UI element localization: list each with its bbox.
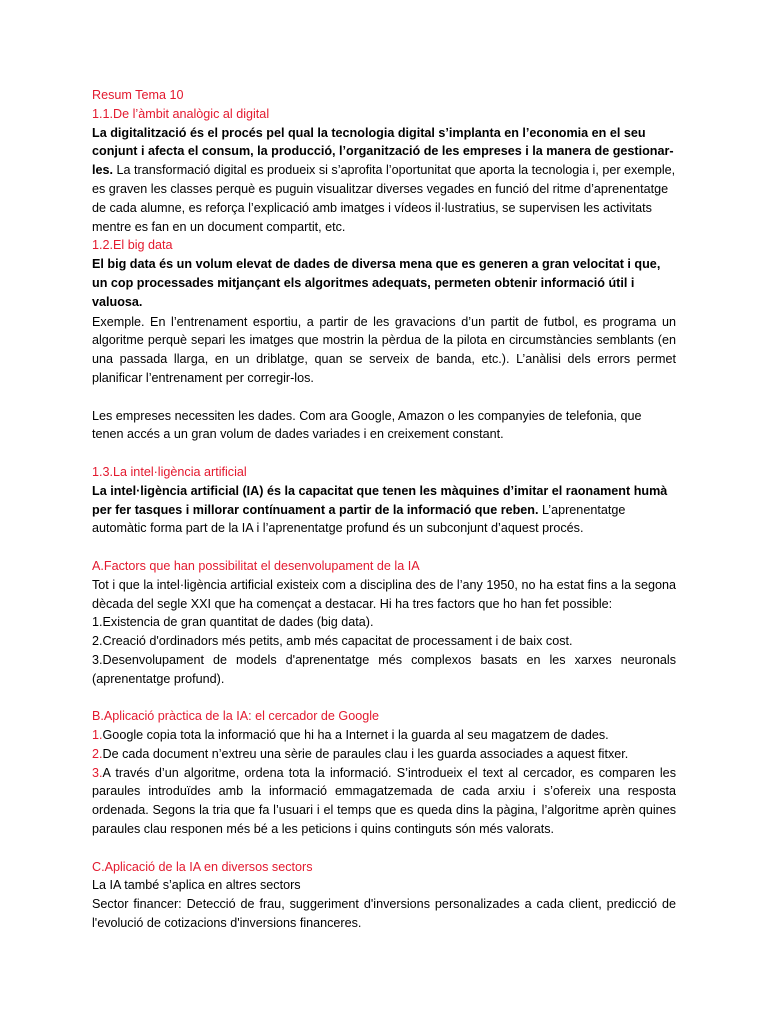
step-number-3: 3.: [92, 765, 103, 780]
step-text-2: De cada document n’extreu una sèrie de paraules clau i les guarda associades a aquest fitxer.: [102, 746, 629, 761]
factor-item-3: 3.Desenvolupament de models d'aprenentatge més complexos basats en les xarxes neuronals (aprenentatge profund).: [92, 652, 676, 686]
section-heading-b: B.Aplicació pràctica de la IA: el cercador de Google: [92, 709, 380, 724]
big-data-example: Exemple. En l’entrenament esportiu, a partir de les gravacions d’un partit de futbol, es programa un algoritme perquè separi les imatges que mostrin la pèrdua de la pilota en circumstàncies semblants (en una passada llarga, en un driblatge, quan se serveix de banda, etc.). L’anàlisi dels errors permet planificar l’entrenament per corregir-los.: [92, 314, 676, 385]
section-heading-1-1: 1.1.De l’àmbit analògic al digital: [92, 106, 270, 121]
factor-item-2: 2.Creació d'ordinadors més petits, amb més capacitat de processament i de baix cost.: [92, 634, 573, 649]
section-heading-1-2: 1.2.El big data: [92, 238, 173, 253]
step-number-2: 2.: [92, 746, 103, 761]
section-1-1-text: La transformació digital es produeix si s’aprofita l’oportunitat que aporta la tecnologia i, per exemple, es graven les classes perquè es puguin visualitzar diverses vegades en funció del ritme d’aprenentatge de cada alumne, es reforça l’explicació amb imatges i vídeos il·lustratius, se supervisen les activitats mentre es fan en un document compartit, etc.: [92, 163, 676, 234]
section-heading-1-3: 1.3.La intel·ligència artificial: [92, 464, 247, 479]
section-1-1-paragraph: [92, 124, 676, 237]
document-title: Resum Tema 10: [92, 88, 184, 102]
section-c-line-2: Sector financer: Detecció de frau, suggeriment d'inversions personalizades a cada client, predicció de l'evolució de cotizacions d'inversions financeres.: [92, 897, 676, 931]
google-step-1: [92, 726, 676, 745]
definition-big-data: El big data és un volum elevat de dades de diversa mena que es generen a gran velocitat i que, un cop processades mitjançant els algoritmes adequats, permeten obtenir informació útil i valuosa.: [92, 257, 661, 309]
section-1-3-text: L’aprenentatge automàtic forma part de la IA i l’aprenentatge profund és un subconjunt d’aquest procés.: [92, 502, 626, 536]
section-c-line-1: La IA també s’aplica en altres sectors: [92, 878, 301, 893]
step-text-1: Google copia tota la informació que hi ha a Internet i la guarda al seu magatzem de dades.: [102, 728, 609, 743]
google-step-3: [92, 764, 676, 839]
section-1-3-paragraph: [92, 482, 676, 538]
section-heading-c: C.Aplicació de la IA en diversos sectors: [92, 859, 313, 874]
big-data-companies: Les empreses necessiten les dades. Com ara Google, Amazon o les companyies de telefonia, que tenen accés a un gran volum de dades variades i en creixement constant.: [92, 408, 642, 442]
factor-item-1: 1.Existencia de gran quantitat de dades (big data).: [92, 615, 374, 630]
google-step-2: [92, 745, 676, 764]
step-text-3: A través d’un algoritme, ordena tota la informació. S’introdueix el text al cercador, es comparen les paraules introduïdes amb la informació emmagatzemada de cada arxiu i s’ofereix una resposta ordenada. Segons la tria que fa l’usuari i el temps que es queda dins la pàgina, l’algoritme aprèn quines paraules clau responen més bé a les peticions i quins continguts són més valorats.: [92, 765, 676, 837]
step-number-1: 1.: [92, 728, 103, 743]
section-heading-a: A.Factors que han possibilitat el desenvolupament de la IA: [92, 558, 420, 573]
definition-ia: La intel·ligència artificial (IA) és la capacitat que tenen les màquines d’imitar el raonament humà per fer tasques i millorar contínuament a partir de la informació que reben.: [92, 483, 668, 517]
definition-digitalitzacio: La digitalització és el procés pel qual la tecnologia digital s’implanta en l’economia en el seu conjunt i afecta el consum, la producció, l’organització de les empreses i la manera de gestionar-les.: [92, 125, 674, 178]
section-a-intro: Tot i que la intel·ligència artificial existeix com a disciplina des de l’any 1950, no ha estat fins a la segona dècada del segle XXI que ha començat a destacar. Hi ha tres factors que ho han fet possible:: [92, 577, 676, 611]
